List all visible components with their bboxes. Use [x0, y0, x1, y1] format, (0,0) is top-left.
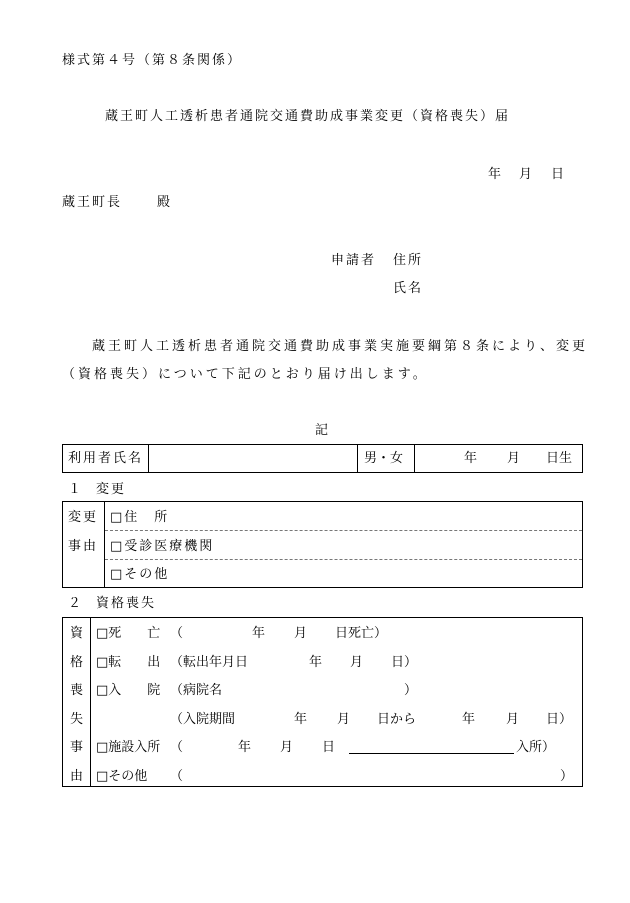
death-close: 日死亡）	[335, 626, 388, 641]
loss-side-char-3: 喪	[70, 683, 84, 698]
option-moved-out[interactable]: □転 出	[96, 655, 161, 670]
loss-side-char-6: 由	[70, 769, 84, 784]
body-line-1: 蔵王町人工透析患者通院交通費助成事業実施要綱第８条により、変更	[92, 339, 589, 354]
section2-heading: 資格喪失	[96, 596, 157, 611]
option-loss-other[interactable]: □その他	[96, 769, 148, 784]
other-close: ）	[560, 769, 574, 784]
moved-month: 月	[350, 655, 364, 670]
section1-number: １	[68, 482, 82, 497]
period-from: 日から	[377, 712, 417, 727]
facility-open: （	[170, 740, 184, 755]
section1-heading: 変更	[96, 482, 127, 497]
death-open: （	[170, 626, 184, 641]
period-open: （入院期間	[170, 712, 236, 727]
loss-side-char-2: 格	[70, 655, 84, 670]
form-number: 様式第４号（第８条関係）	[62, 53, 243, 68]
change-side-top: 変更	[68, 510, 99, 525]
ki-label: 記	[315, 423, 329, 438]
option-medical-institution[interactable]: □受診医療機関	[110, 539, 215, 554]
facility-day: 日	[322, 740, 336, 755]
period-year-2: 年	[462, 712, 476, 727]
moved-year: 年	[309, 655, 323, 670]
loss-side-char-4: 失	[70, 712, 84, 727]
facility-close: 入所）	[516, 740, 556, 755]
option-other[interactable]: □その他	[110, 567, 170, 582]
section2-number: ２	[68, 596, 82, 611]
user-name-label: 利用者氏名	[68, 451, 144, 466]
hospital-close: ）	[404, 683, 418, 698]
sex-option[interactable]: 男・女	[364, 451, 404, 466]
facility-year: 年	[238, 740, 252, 755]
birth-month: 月	[507, 451, 521, 466]
period-month-2: 月	[506, 712, 520, 727]
body-line-2: （資格喪失）について下記のとおり届け出します。	[62, 367, 429, 382]
death-year: 年	[252, 626, 266, 641]
option-death[interactable]: □死 亡	[96, 626, 161, 641]
honorific: 殿	[157, 195, 171, 210]
hospital-open: （病院名	[170, 683, 223, 698]
period-month-1: 月	[337, 712, 351, 727]
other-open: （	[170, 769, 184, 784]
moved-close: 日）	[391, 655, 418, 670]
addressee: 蔵王町長	[62, 195, 123, 210]
applicant-address-label: 住所	[393, 253, 424, 268]
death-month: 月	[294, 626, 308, 641]
date-month: 月	[519, 167, 533, 182]
loss-side-char-1: 資	[70, 626, 84, 641]
facility-month: 月	[280, 740, 294, 755]
option-hospitalized[interactable]: □入 院	[96, 683, 161, 698]
change-side-bottom: 事由	[68, 539, 99, 554]
loss-reason-table	[62, 617, 583, 787]
date-day: 日	[551, 167, 565, 182]
loss-side-char-5: 事	[70, 740, 84, 755]
facility-name-line[interactable]	[349, 753, 514, 754]
option-address[interactable]: □住 所	[110, 510, 170, 525]
period-close: 日）	[546, 712, 573, 727]
period-year-1: 年	[294, 712, 308, 727]
option-facility[interactable]: □施設入所	[96, 740, 161, 755]
birth-year: 年	[464, 451, 478, 466]
form-title: 蔵王町人工透析患者通院交通費助成事業変更（資格喪失）届	[105, 109, 511, 124]
applicant-name-label: 氏名	[393, 281, 424, 296]
moved-open: （転出年月日	[170, 655, 249, 670]
date-year: 年	[488, 167, 502, 182]
birth-day: 日生	[546, 451, 573, 466]
applicant-label: 申請者	[331, 253, 377, 268]
